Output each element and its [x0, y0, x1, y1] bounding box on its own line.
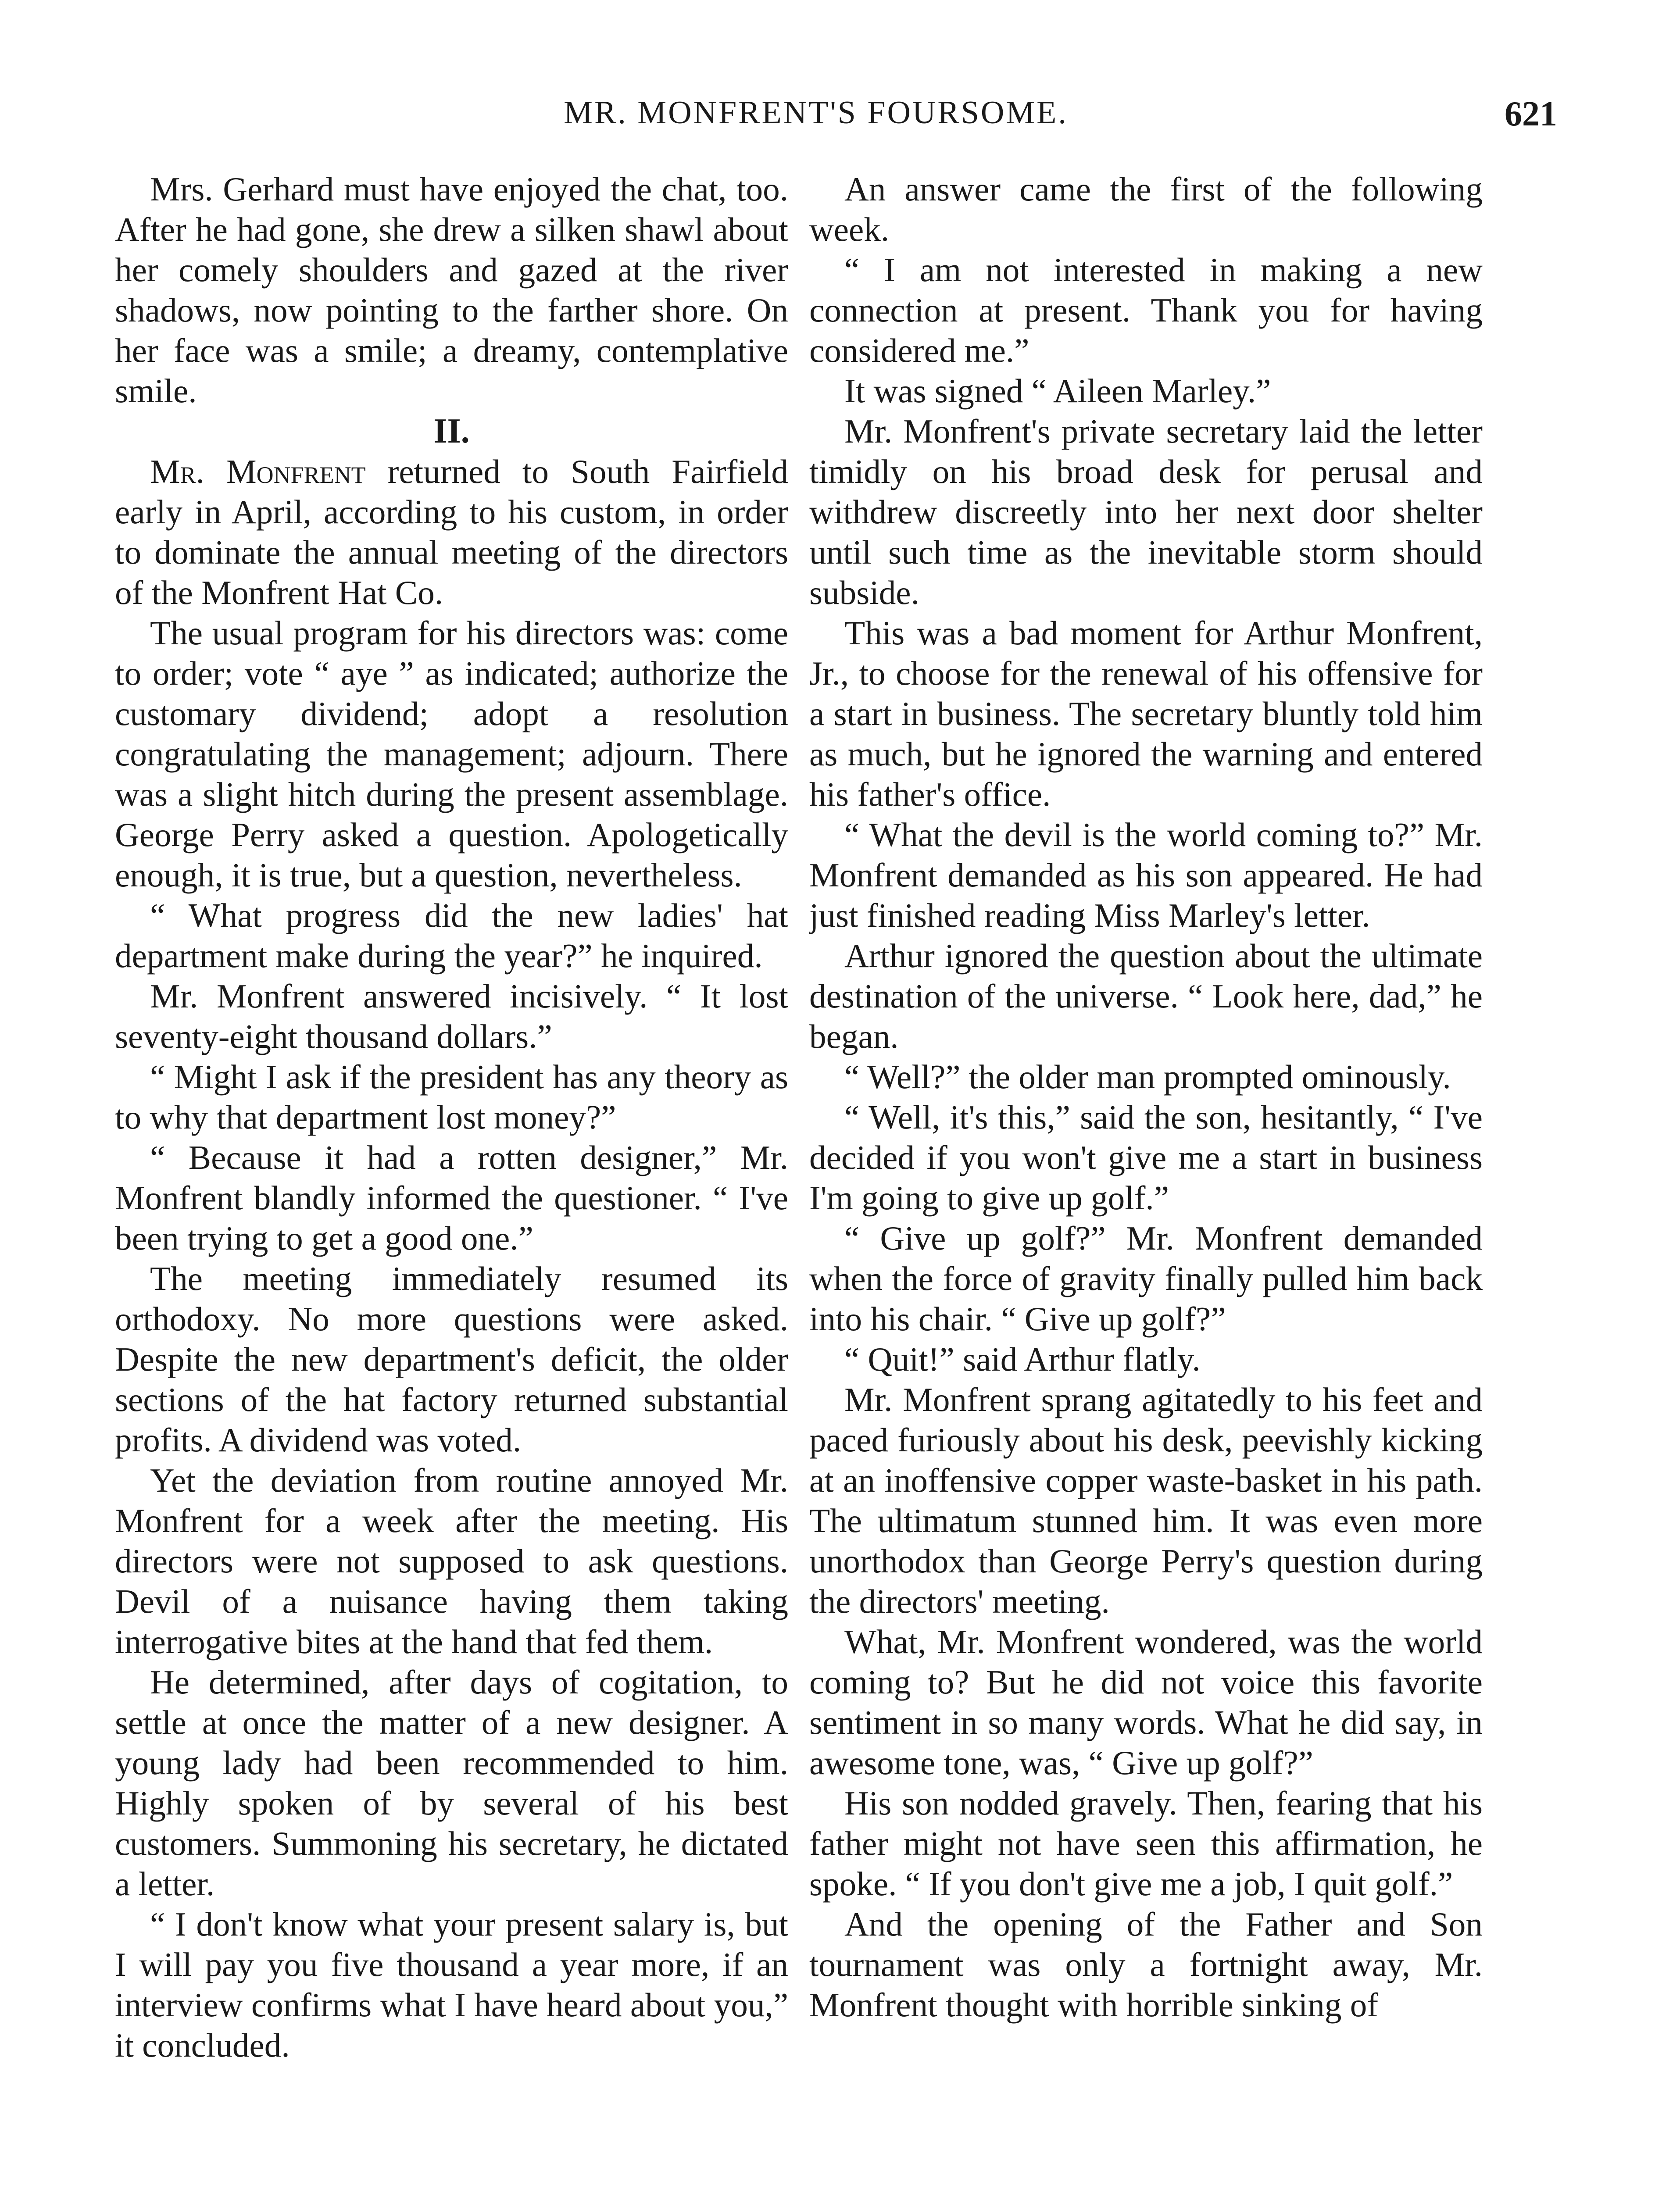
paragraph: An answer came the first of the following week. [809, 170, 1483, 248]
paragraph: Mr. Monfrent answered incisively. “ It lost seventy-eight thousand dollars.” [115, 977, 788, 1055]
paragraph: “ What the devil is the world coming to?” Mr. Monfrent demanded as his son appeared. He had just finished reading Miss Marley's letter. [809, 816, 1483, 934]
paragraph: Mr. Monfrent sprang agitatedly to his feet and paced furiously about his desk, peevishly kicking at an inoffensive copper waste-basket in his path. The ultimatum stunned him. It was even more unorthodox than George Perry's question during the directors' meeting. [809, 1381, 1483, 1620]
paragraph: It was signed “ Aileen Marley.” [844, 372, 1271, 410]
paragraph: “ Give up golf?” Mr. Monfrent demanded when the force of gravity finally pulled him back into his chair. “ Give up golf?” [809, 1219, 1483, 1338]
left-column [115, 169, 788, 2193]
paragraph: “ I don't know what your present salary is, but I will pay you five thousand a year more, if an interview confirms what I have heard about you,” it concluded. [115, 1905, 788, 2064]
paragraph: “ Well, it's this,” said the son, hesitantly, “ I've decided if you won't give me a start in business I'm going to give up golf.” [809, 1098, 1483, 1217]
paragraph: The meeting immediately resumed its orthodoxy. No more questions were asked. Despite the new department's deficit, the older sections of the hat factory returned substantial profits. A dividend was voted. [115, 1260, 788, 1459]
paragraph: “ I am not interested in making a new connection at present. Thank you for having considered me.” [809, 251, 1483, 369]
paragraph: He determined, after days of cogitation, to settle at once the matter of a new designer. A young lady had been recommended to him. Highly spoken of by several of his best customers. Summoning his secretary, he dictated a letter. [115, 1663, 788, 1903]
paragraph: Mr. Monfrent's private secretary laid the letter timidly on his broad desk for perusal and withdrew discreetly into her next door shelter until such time as the inevitable storm should subside. [809, 412, 1483, 611]
paragraph: And the opening of the Father and Son tournament was only a fortnight away, Mr. Monfrent thought with horrible sinking of [809, 1905, 1483, 2024]
paragraph: Yet the deviation from routine annoyed Mr. Monfrent for a week after the meeting. His directors were not supposed to ask questions. Devil of a nuisance having them taking interrogative bites at the hand that fed them. [115, 1461, 788, 1661]
section-heading: II. [433, 412, 470, 450]
paragraph: “ Well?” the older man prompted ominously. [844, 1058, 1451, 1096]
paragraph: What, Mr. Monfrent wondered, was the world coming to? But he did not voice this favorite sentiment in so many words. What he did say, in awesome tone, was, “ Give up golf?” [809, 1623, 1483, 1782]
paragraph [115, 451, 788, 613]
right-column [809, 169, 1483, 2193]
paragraph: “ Quit!” said Arthur flatly. [844, 1340, 1201, 1378]
paragraph: Arthur ignored the question about the ultimate destination of the universe. “ Look here, dad,” he began. [809, 937, 1483, 1055]
paragraph: His son nodded gravely. Then, fearing that his father might not have seen this affirmation, he spoke. “ If you don't give me a job, I quit golf.” [809, 1784, 1483, 1903]
paragraph-text: returned to South Fairfield early in April, according to his custom, in order to dominate the annual meeting of the directors of the Monfrent Hat Co. [115, 453, 788, 611]
paragraph: Mrs. Gerhard must have enjoyed the chat, too. After he had gone, she drew a silken shawl about her comely shoulders and gazed at the river shadows, now pointing to the farther shore. On her face was a smile; a dreamy, contemplative smile. [115, 170, 788, 410]
paragraph: “ What progress did the new ladies' hat department make during the year?” he inquired. [115, 896, 788, 975]
paragraph: “ Because it had a rotten designer,” Mr. Monfrent blandly informed the questioner. “ I've been trying to get a good one.” [115, 1139, 788, 1257]
page-number: 621 [1505, 95, 1557, 133]
paragraph-lead: Mr. Monfrent [150, 453, 366, 490]
running-head [114, 94, 1557, 143]
paragraph: This was a bad moment for Arthur Monfrent, Jr., to choose for the renewal of his offensive for a start in business. The secretary bluntly told him as much, but he ignored the warning and entered his father's office. [809, 614, 1483, 813]
running-title: MR. MONFRENT'S FOURSOME. [564, 95, 1068, 131]
paragraph: The usual program for his directors was: come to order; vote “ aye ” as indicated; authorize the customary dividend; adopt a resolution congratulating the management; adjourn. There was a slight hitch during the present assemblage. George Perry asked a question. Apologetically enough, it is true, but a question, nevertheless. [115, 614, 788, 894]
paragraph: “ Might I ask if the president has any theory as to why that department lost money?” [115, 1058, 788, 1136]
